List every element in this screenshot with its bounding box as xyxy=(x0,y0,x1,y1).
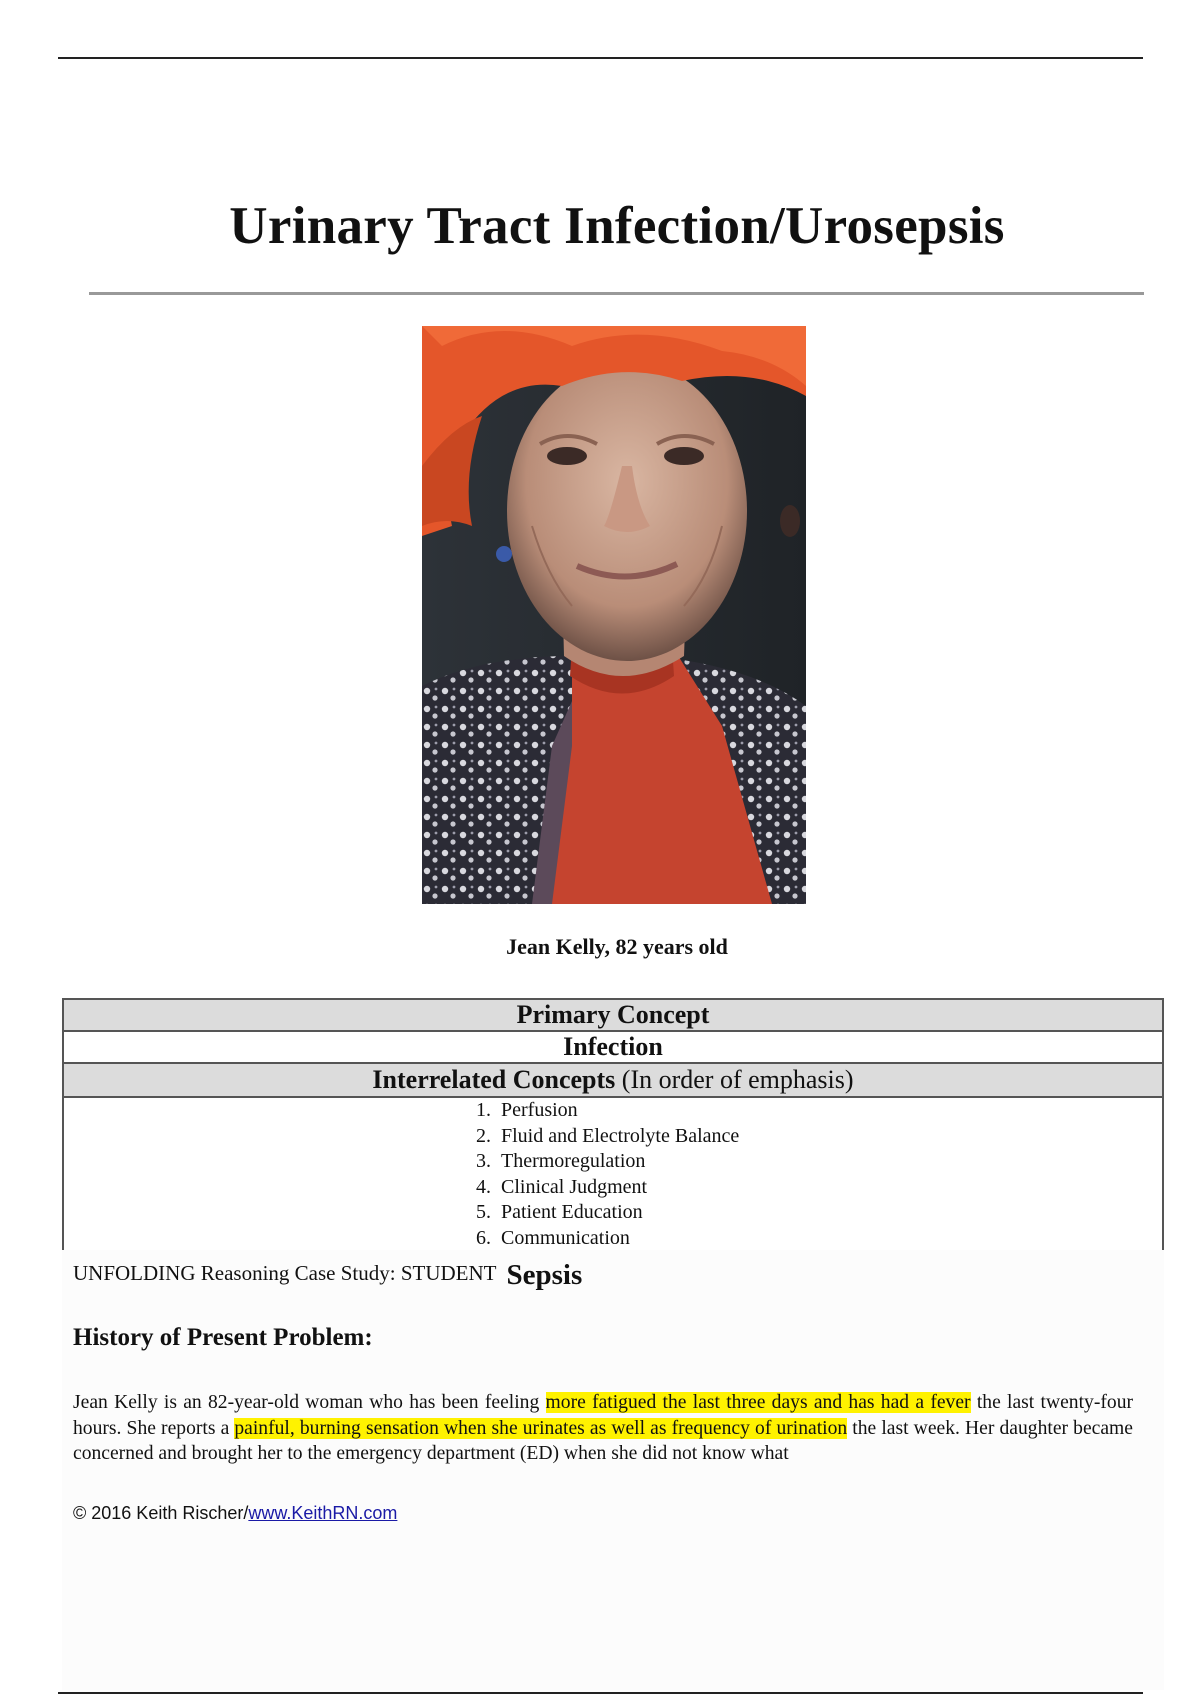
title-divider xyxy=(89,292,1144,295)
copyright-text: © 2016 Keith Rischer/ xyxy=(73,1503,249,1523)
highlighted-text: more fatigued the last three days and has had a fever xyxy=(545,1392,971,1413)
case-study-section xyxy=(62,1250,1164,1690)
list-item-label: Communication xyxy=(501,1226,630,1249)
bottom-rule xyxy=(58,1692,1143,1694)
list-item-label: Thermoregulation xyxy=(501,1150,646,1172)
case-study-label: UNFOLDING Reasoning Case Study: STUDENT xyxy=(73,1261,497,1285)
document-title: Urinary Tract Infection/Urosepsis xyxy=(229,197,1005,255)
patient-photo xyxy=(422,326,806,904)
list-item-label: Clinical Judgment xyxy=(501,1175,648,1198)
top-rule xyxy=(58,57,1143,59)
copyright-footer xyxy=(73,1503,397,1524)
list-item-label: Fluid and Electrolyte Balance xyxy=(501,1124,740,1147)
list-item xyxy=(453,1226,773,1252)
list-item-label: Perfusion xyxy=(501,1099,578,1121)
list-item-number: 3. xyxy=(476,1150,491,1172)
list-item xyxy=(453,1149,773,1175)
concepts-table xyxy=(62,998,1164,1253)
interrelated-concepts-list xyxy=(453,1098,773,1251)
history-paragraph xyxy=(73,1390,1133,1467)
list-item-number: 5. xyxy=(476,1201,491,1223)
list-item-number: 6. xyxy=(476,1226,491,1249)
paragraph-text: the last week. Her daughter became concerned and brought her to the emergency department (ED) when she did not know what xyxy=(73,1417,1133,1464)
interrelated-concepts-list-cell xyxy=(63,1097,1163,1252)
list-item-number: 4. xyxy=(476,1175,491,1198)
photo-caption: Jean Kelly, 82 years old xyxy=(506,934,728,959)
list-item xyxy=(453,1175,773,1201)
interrelated-concepts-note: (In order of emphasis) xyxy=(621,1065,854,1094)
list-item xyxy=(453,1200,773,1226)
case-study-topic: Sepsis xyxy=(506,1259,583,1291)
list-item-label: Patient Education xyxy=(501,1201,643,1223)
paragraph-text: Jean Kelly is an 82-year-old woman who has been feeling xyxy=(73,1392,546,1413)
website-link[interactable]: www.KeithRN.com xyxy=(248,1503,398,1523)
interrelated-concepts-header xyxy=(63,1063,1163,1097)
paragraph-text: the last twenty-four hours. She reports a xyxy=(73,1392,1134,1439)
primary-concept-value: Infection xyxy=(63,1031,1163,1063)
list-item-number: 2. xyxy=(476,1124,491,1147)
list-item xyxy=(453,1124,773,1150)
list-item-number: 1. xyxy=(476,1099,491,1121)
list-item xyxy=(453,1098,773,1124)
case-study-header xyxy=(73,1255,583,1291)
highlighted-text: painful, burning sensation when she urinates as well as frequency of urination xyxy=(234,1417,848,1439)
interrelated-concepts-title: Interrelated Concepts xyxy=(372,1065,616,1094)
primary-concept-header: Primary Concept xyxy=(63,999,1163,1031)
history-heading: History of Present Problem: xyxy=(73,1324,373,1351)
